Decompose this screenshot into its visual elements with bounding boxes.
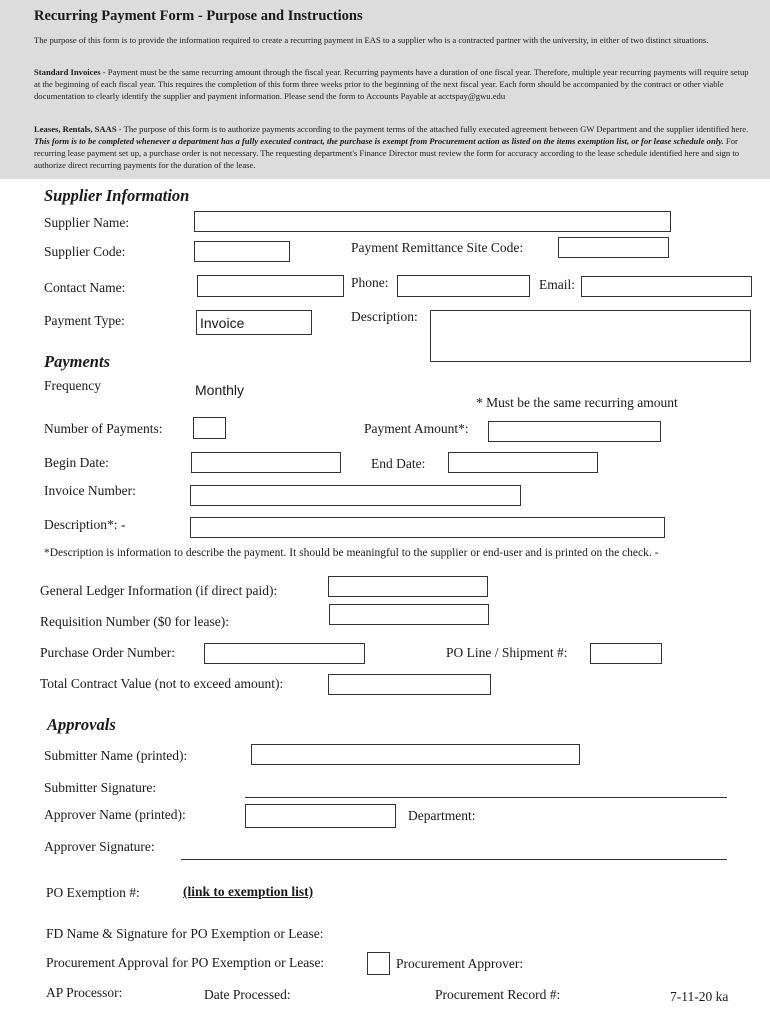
payment-type-label: Payment Type: — [44, 313, 125, 328]
submitter-signature-line[interactable] — [245, 797, 727, 798]
approver-name-label: Approver Name (printed): — [44, 807, 186, 822]
payment-type-value: Invoice — [200, 315, 245, 331]
payment-amount-field[interactable] — [488, 421, 661, 442]
supplier-section-title: Supplier Information — [44, 186, 190, 205]
leases-label: Leases, Rentals, SAAS — [34, 124, 117, 134]
purpose-paragraph — [34, 34, 750, 46]
standard-invoices-text: - Payment must be the same recurring amount through the fiscal year. Recurring payments have a duration of one fiscal year. Therefore, multiple year recurring payments will require setup at the beginning of each fiscal year. This requires the completion of this form three weeks prior to the beginning of the next fiscal year. Each form should be accompanied by the contract or other viable documentation to clearly identify the supplier and payment information. Please send the form to Accounts Payable at acctspay@gwu.edu — [34, 67, 749, 101]
contract-value-label: Total Contract Value (not to exceed amount): — [40, 676, 284, 691]
leases-emphasis: This form is to be completed whenever a department has a fully executed contract, the purchase is exempt from Procurement action as listed on the items exemption list, or for lease schedule only. — [34, 136, 724, 146]
requisition-number-label: Requisition Number ($0 for lease): — [40, 614, 229, 629]
phone-field[interactable] — [397, 275, 530, 297]
number-of-payments-field[interactable] — [193, 417, 226, 439]
exemption-list-link[interactable]: (link to exemption list) — [183, 884, 314, 899]
invoice-number-label: Invoice Number: — [44, 483, 136, 498]
payments-section-title: Payments — [44, 352, 110, 371]
frequency-value[interactable]: Monthly — [195, 382, 245, 398]
description-note: *Description is information to describe the payment. It should be meaningful to the supplier or end-user and is printed on the check. - — [44, 547, 659, 559]
standard-invoices-label: Standard Invoices — [34, 67, 101, 77]
contact-name-field[interactable] — [197, 275, 344, 297]
supplier-name-label: Supplier Name: — [44, 215, 130, 230]
ap-processor-label: AP Processor: — [46, 985, 123, 1000]
approver-name-field[interactable] — [245, 804, 396, 828]
general-ledger-label: General Ledger Information (if direct paid): — [40, 583, 278, 598]
contact-name-label: Contact Name: — [44, 280, 126, 295]
supplier-description-field[interactable] — [430, 310, 751, 362]
purpose-text: The purpose of this form is to provide the information required to create a recurring payment in EAS to a supplier who is a contracted partner with the university, in either of two distinct situations. — [34, 35, 709, 45]
department-label: Department: — [408, 808, 476, 823]
payment-type-field[interactable] — [196, 310, 312, 335]
submitter-signature-label: Submitter Signature: — [44, 780, 157, 795]
submitter-name-field[interactable] — [251, 744, 580, 765]
form-version: 7-11-20 ka — [670, 989, 729, 1004]
leases-text-1: - The purpose of this form is to authorize payments according to the payment terms of the attached fully executed agreement between GW Department and the supplier identified here. — [116, 124, 749, 134]
leases-paragraph — [34, 123, 750, 171]
payment-description-label: Description*: - — [44, 517, 126, 532]
phone-label: Phone: — [351, 275, 389, 290]
po-line-field[interactable] — [590, 643, 662, 664]
approvals-section-title: Approvals — [47, 715, 116, 734]
procurement-approver-label: Procurement Approver: — [396, 956, 524, 971]
form-title: Recurring Payment Form - Purpose and Instructions — [34, 8, 363, 24]
submitter-name-label: Submitter Name (printed): — [44, 748, 188, 763]
approver-signature-line[interactable] — [181, 859, 727, 860]
procurement-approval-label: Procurement Approval for PO Exemption or Lease: — [46, 955, 325, 970]
procurement-record-label: Procurement Record #: — [435, 987, 561, 1002]
procurement-approval-checkbox[interactable] — [367, 952, 390, 975]
supplier-code-field[interactable] — [194, 241, 290, 262]
date-processed-label: Date Processed: — [204, 987, 291, 1002]
general-ledger-field[interactable] — [328, 576, 488, 597]
end-date-label: End Date: — [371, 456, 426, 471]
payment-amount-label: Payment Amount*: — [364, 421, 469, 436]
remittance-site-field[interactable] — [558, 237, 669, 258]
contract-value-field[interactable] — [328, 674, 491, 695]
email-label: Email: — [539, 277, 575, 292]
begin-date-label: Begin Date: — [44, 455, 109, 470]
end-date-field[interactable] — [448, 452, 598, 473]
remittance-site-label: Payment Remittance Site Code: — [351, 240, 524, 255]
standard-invoices-paragraph — [34, 66, 750, 102]
fd-signature-label: FD Name & Signature for PO Exemption or Lease: — [46, 926, 324, 941]
supplier-name-field[interactable] — [194, 211, 671, 232]
same-amount-note: * Must be the same recurring amount — [476, 395, 678, 410]
frequency-label: Frequency — [44, 378, 101, 393]
supplier-description-label: Description: — [351, 309, 418, 324]
po-line-label: PO Line / Shipment #: — [446, 645, 568, 660]
supplier-code-label: Supplier Code: — [44, 244, 126, 259]
po-exemption-label: PO Exemption #: — [46, 885, 140, 900]
invoice-number-field[interactable] — [190, 485, 521, 506]
email-field[interactable] — [581, 276, 752, 297]
number-of-payments-label: Number of Payments: — [44, 421, 163, 436]
approver-signature-label: Approver Signature: — [44, 839, 155, 854]
purchase-order-field[interactable] — [204, 643, 365, 664]
leases-text-2: For recurring lease payment set up, a purchase order is not necessary. The requesting department's Finance Director must review the form for accuracy according to the lease schedule identified here and sign to authorize direct recurring payments for the duration of the lease. — [34, 136, 740, 170]
requisition-number-field[interactable] — [329, 604, 489, 625]
begin-date-field[interactable] — [191, 452, 341, 473]
payment-description-field[interactable] — [190, 517, 665, 538]
purchase-order-label: Purchase Order Number: — [40, 645, 175, 660]
